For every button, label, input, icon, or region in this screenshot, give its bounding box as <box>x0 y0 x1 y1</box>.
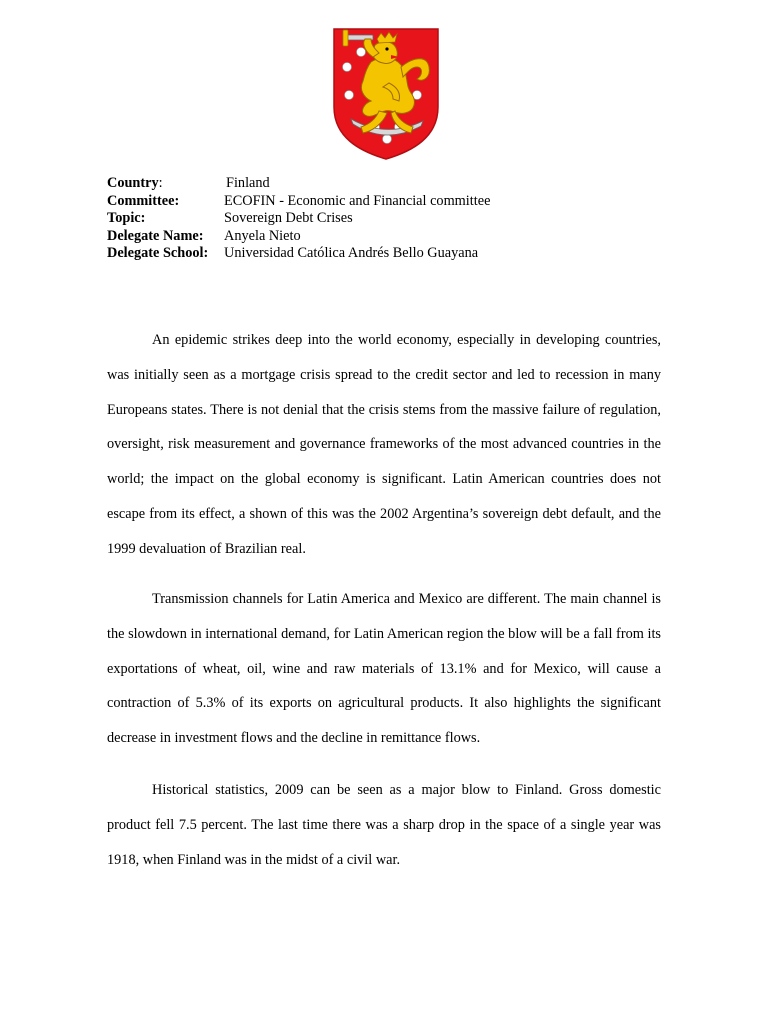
country-row <box>107 175 490 193</box>
country-value: Finland <box>226 175 270 191</box>
delegate-name-row <box>107 228 490 246</box>
delegate-name-value: Anyela Nieto <box>224 227 301 244</box>
delegate-school-value: Universidad Católica Andrés Bello Guayana <box>224 245 479 262</box>
topic-row <box>107 210 490 228</box>
committee-value: ECOFIN - Economic and Financial committee <box>224 192 491 209</box>
paragraph <box>107 323 661 567</box>
committee-row <box>107 193 490 211</box>
delegate-name-label: Delegate Name: <box>107 227 204 244</box>
paragraph-text: Transmission channels for Latin America and Mexico are different. The main channel is the slowdown in international demand, for Latin American region the blow will be a fall from its exportations of wheat, oil, wine and raw materials of 13.1% and for Mexico, will cause a contraction of 5.3% of its exports on agricultural products. It also highlights the significant decrease in investment flows and the decline in remittance flows. <box>107 591 661 747</box>
committee-label: Committee: <box>107 192 180 209</box>
finland-coat-of-arms-icon <box>331 27 441 161</box>
delegate-school-row <box>107 245 490 263</box>
delegate-school-label: Delegate School: <box>107 245 209 262</box>
paragraph-text: An epidemic strikes deep into the world economy, especially in developing countries, was initially seen as a mortgage crisis spread to the credit sector and led to recession in many Europeans states. There is not denial that the crisis stems from the massive failure of regulation, oversight, risk measurement and governance frameworks of the most advanced countries in the world; the impact on the global economy is significant. Latin American countries does not escape from its effect, a shown of this was the 2002 Argentina’s sovereign debt default, and the 1999 devaluation of Brazilian real. <box>107 332 661 557</box>
paragraph <box>107 582 661 756</box>
paragraph <box>107 773 661 877</box>
topic-label: Topic: <box>107 210 146 227</box>
paragraph-text: Historical statistics, 2009 can be seen as a major blow to Finland. Gross domestic product fell 7.5 percent. The last time there was a sharp drop in the space of a single year was 1918, when Finland was in the midst of a civil war. <box>107 782 661 868</box>
topic-value: Sovereign Debt Crises <box>224 210 353 227</box>
delegate-info <box>107 175 490 263</box>
country-label: Country: <box>107 175 163 191</box>
